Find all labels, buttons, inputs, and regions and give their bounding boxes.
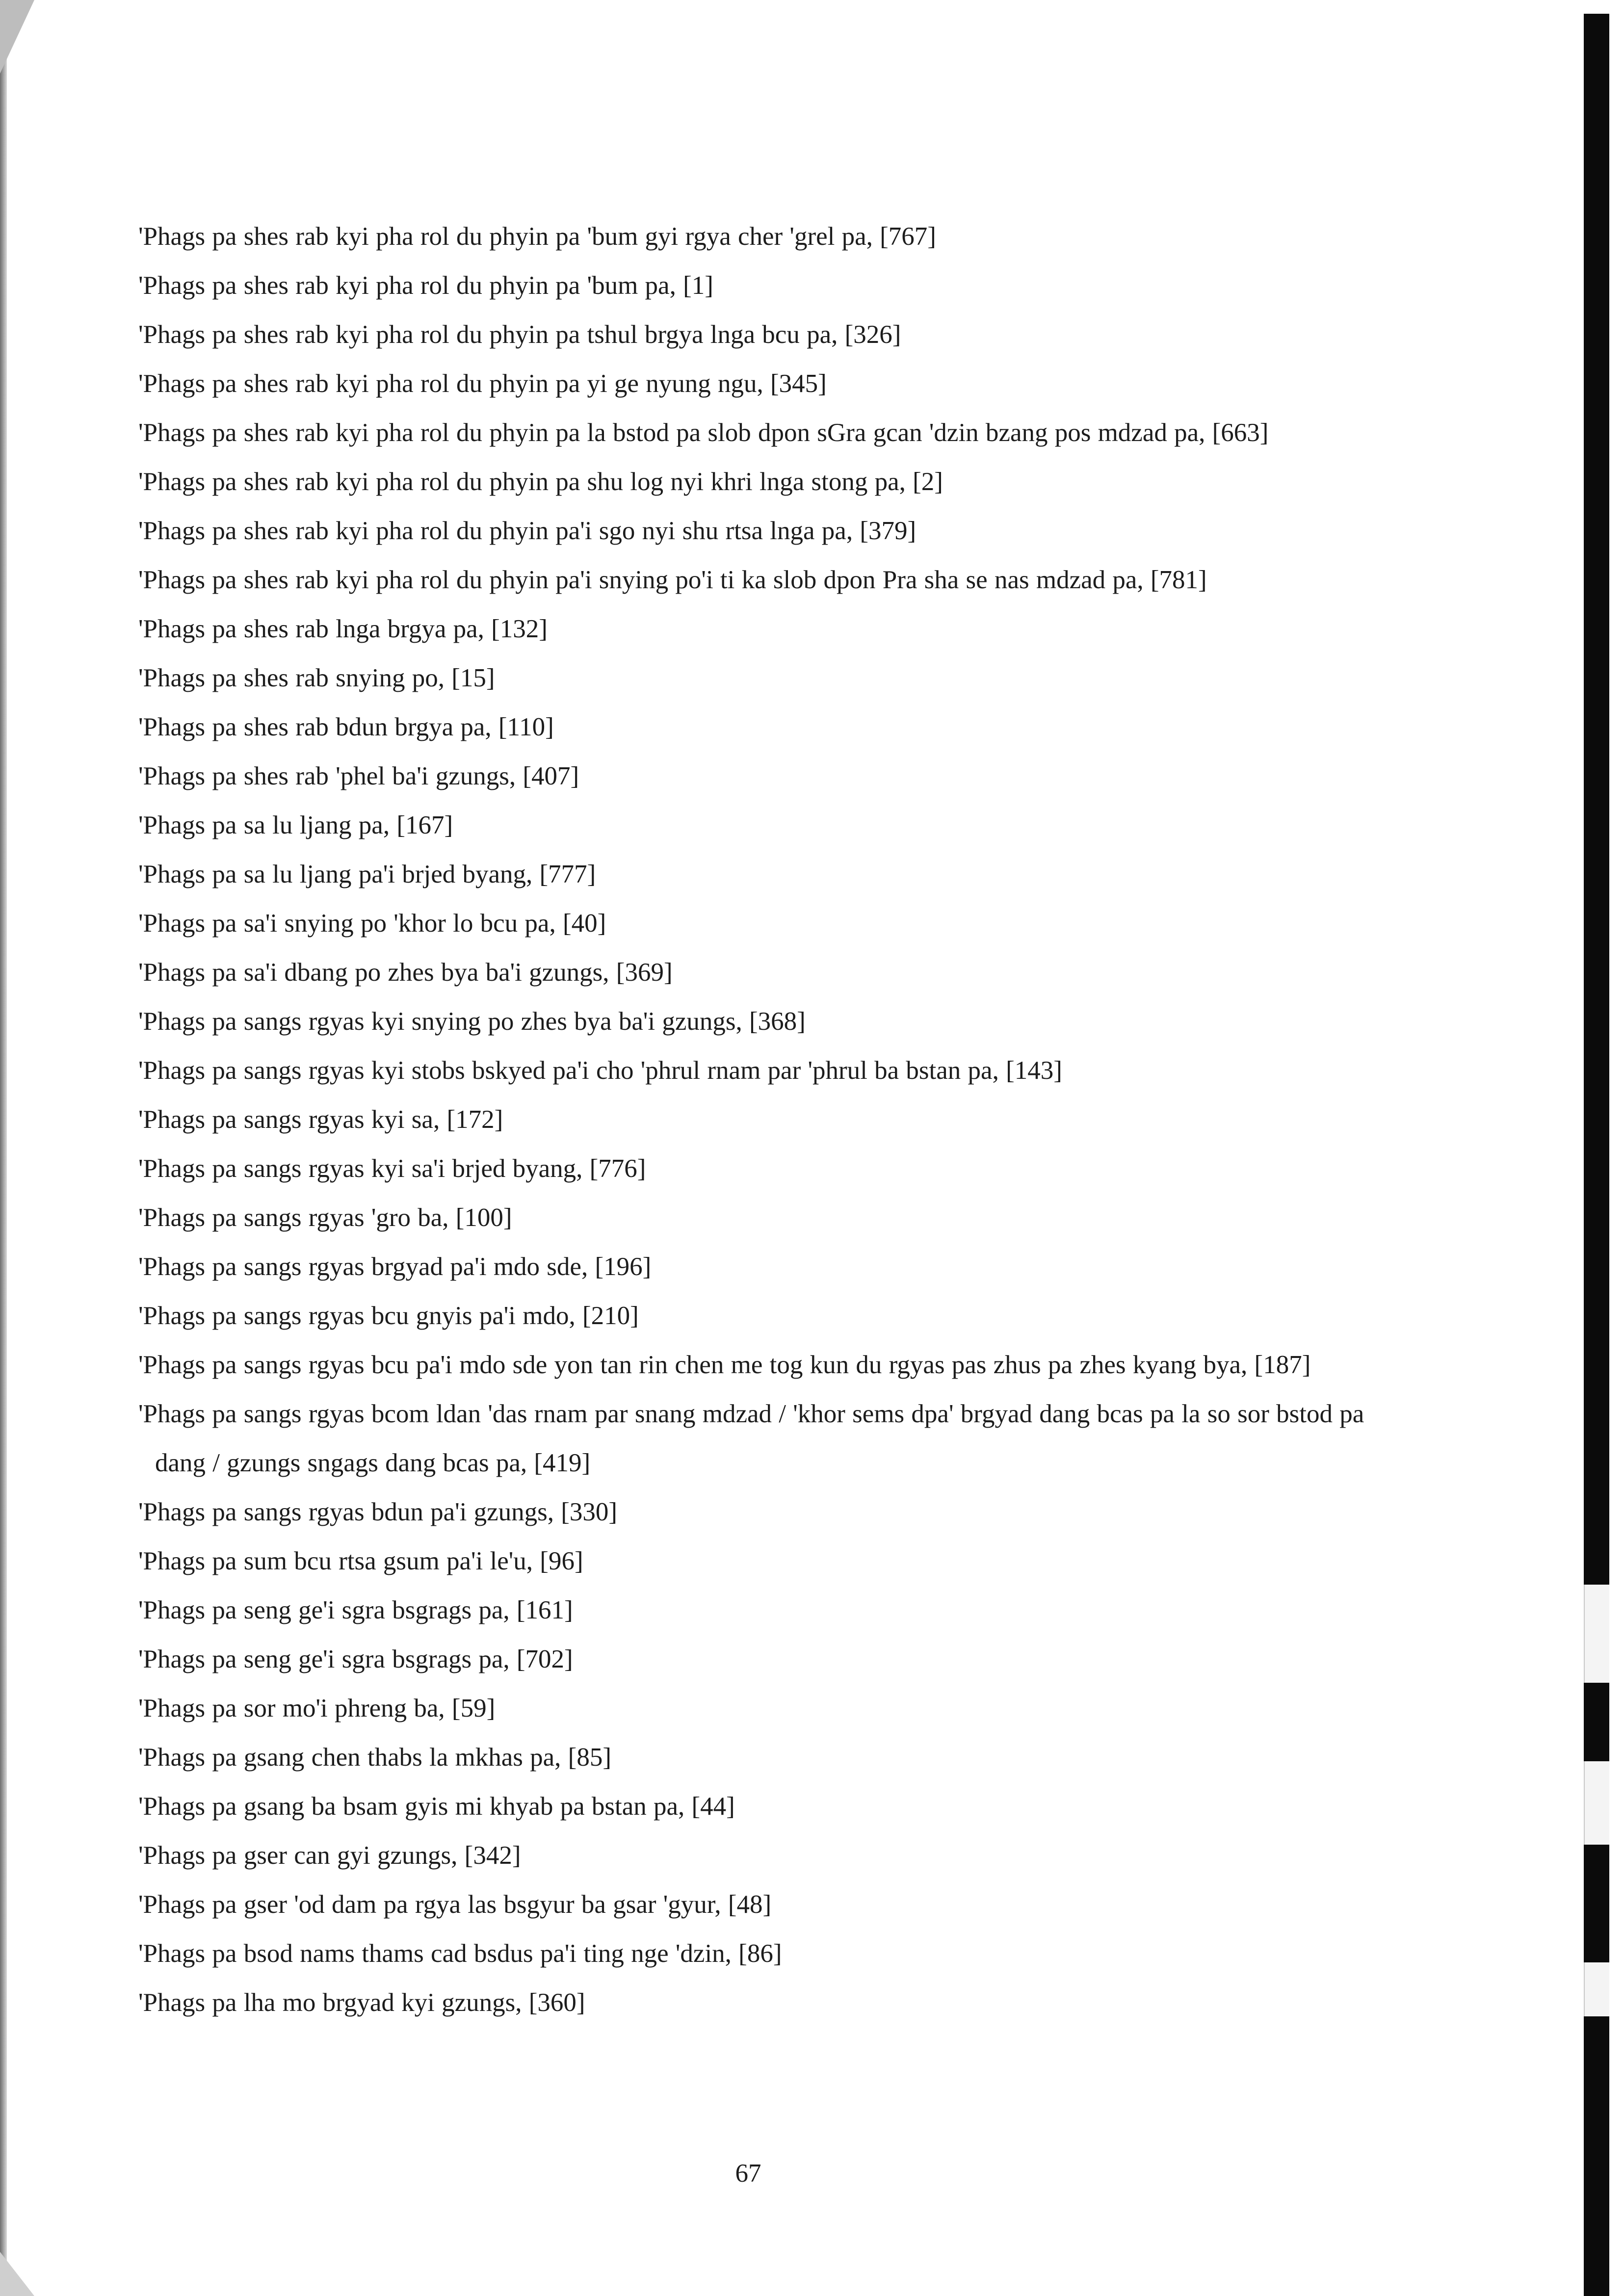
index-entry: 'Phags pa sangs rgyas kyi sa'i brjed byang, [776]	[138, 1154, 646, 1183]
index-entry: 'Phags pa shes rab kyi pha rol du phyin pa'i snying po'i ti ka slob dpon Pra sha se nas mdzad pa, [781]	[138, 566, 1207, 594]
index-entry: 'Phags pa sa'i dbang po zhes bya ba'i gzungs, [369]	[138, 958, 673, 987]
scan-right-edge	[1584, 14, 1609, 2296]
index-entry: 'Phags pa sangs rgyas kyi snying po zhes bya ba'i gzungs, [368]	[138, 1007, 806, 1036]
index-entry: 'Phags pa shes rab kyi pha rol du phyin pa yi ge nyung ngu, [345]	[138, 369, 827, 398]
index-entry: 'Phags pa shes rab kyi pha rol du phyin pa tshul brgya lnga bcu pa, [326]	[138, 320, 901, 349]
index-entry: 'Phags pa bsod nams thams cad bsdus pa'i ting nge 'dzin, [86]	[138, 1939, 782, 1968]
index-entry: 'Phags pa seng ge'i sgra bsgrags pa, [702]	[138, 1645, 573, 1673]
index-entry: 'Phags pa sangs rgyas bcu pa'i mdo sde yon tan rin chen me tog kun du rgyas pas zhus pa zhes kyang bya, [187]	[138, 1351, 1311, 1379]
scan-corner-bottom-left	[0, 2252, 34, 2296]
index-entry: 'Phags pa shes rab kyi pha rol du phyin pa'i sgo nyi shu rtsa lnga pa, [379]	[138, 517, 917, 545]
page-number: 67	[735, 2159, 761, 2188]
index-entry: 'Phags pa seng ge'i sgra bsgrags pa, [161]	[138, 1596, 573, 1624]
index-entry: 'Phags pa shes rab bdun brgya pa, [110]	[138, 713, 554, 741]
scan-right-edge-gap	[1584, 1761, 1609, 1845]
index-entry: 'Phags pa sangs rgyas bcu gnyis pa'i mdo, [210]	[138, 1302, 639, 1330]
index-entry: 'Phags pa sor mo'i phreng ba, [59]	[138, 1694, 496, 1722]
index-entry: 'Phags pa sum bcu rtsa gsum pa'i le'u, [96]	[138, 1547, 583, 1575]
scan-right-edge-gap	[1584, 1585, 1609, 1683]
index-entry: 'Phags pa shes rab kyi pha rol du phyin pa 'bum gyi rgya cher 'grel pa, [767]	[138, 222, 936, 251]
index-entry: 'Phags pa sa lu ljang pa, [167]	[138, 811, 453, 839]
index-entry: 'Phags pa gser 'od dam pa rgya las bsgyur ba gsar 'gyur, [48]	[138, 1890, 772, 1919]
scan-left-edge	[0, 0, 7, 2296]
index-entry-list	[138, 212, 1385, 2027]
index-entry: 'Phags pa gsang chen thabs la mkhas pa, [85]	[138, 1743, 611, 1772]
scan-corner-top-left	[0, 0, 34, 74]
index-entry: 'Phags pa shes rab kyi pha rol du phyin pa 'bum pa, [1]	[138, 271, 713, 300]
index-entry: 'Phags pa gsang ba bsam gyis mi khyab pa bstan pa, [44]	[138, 1792, 735, 1821]
index-entry: 'Phags pa sangs rgyas bdun pa'i gzungs, [330]	[138, 1498, 618, 1526]
index-entry: 'Phags pa sa'i snying po 'khor lo bcu pa, [40]	[138, 909, 606, 938]
index-entry: 'Phags pa sangs rgyas 'gro ba, [100]	[138, 1203, 512, 1232]
index-entry: 'Phags pa shes rab kyi pha rol du phyin pa la bstod pa slob dpon sGra gcan 'dzin bzang pos mdzad pa, [663]	[138, 418, 1269, 447]
index-entry: 'Phags pa sangs rgyas kyi sa, [172]	[138, 1105, 503, 1134]
index-entry: 'Phags pa shes rab 'phel ba'i gzungs, [407]	[138, 762, 579, 790]
index-entry: 'Phags pa sangs rgyas brgyad pa'i mdo sde, [196]	[138, 1252, 652, 1281]
index-entry: 'Phags pa gser can gyi gzungs, [342]	[138, 1841, 521, 1870]
scan-right-edge-gap	[1584, 1962, 1609, 2016]
index-entry: 'Phags pa shes rab kyi pha rol du phyin pa shu log nyi khri lnga stong pa, [2]	[138, 468, 943, 496]
index-entry: 'Phags pa sangs rgyas bcom ldan 'das rnam par snang mdzad / 'khor sems dpa' brgyad dang bcas pa la so sor bstod pa dang / gzungs sngags dang bcas pa, [419]	[138, 1400, 1364, 1477]
index-entry: 'Phags pa sangs rgyas kyi stobs bskyed pa'i cho 'phrul rnam par 'phrul ba bstan pa, [143]	[138, 1056, 1062, 1085]
index-entry: 'Phags pa sa lu ljang pa'i brjed byang, [777]	[138, 860, 596, 888]
index-entry: 'Phags pa shes rab snying po, [15]	[138, 664, 495, 692]
index-entry: 'Phags pa shes rab lnga brgya pa, [132]	[138, 615, 548, 643]
index-entry: 'Phags pa lha mo brgyad kyi gzungs, [360]	[138, 1988, 585, 2017]
